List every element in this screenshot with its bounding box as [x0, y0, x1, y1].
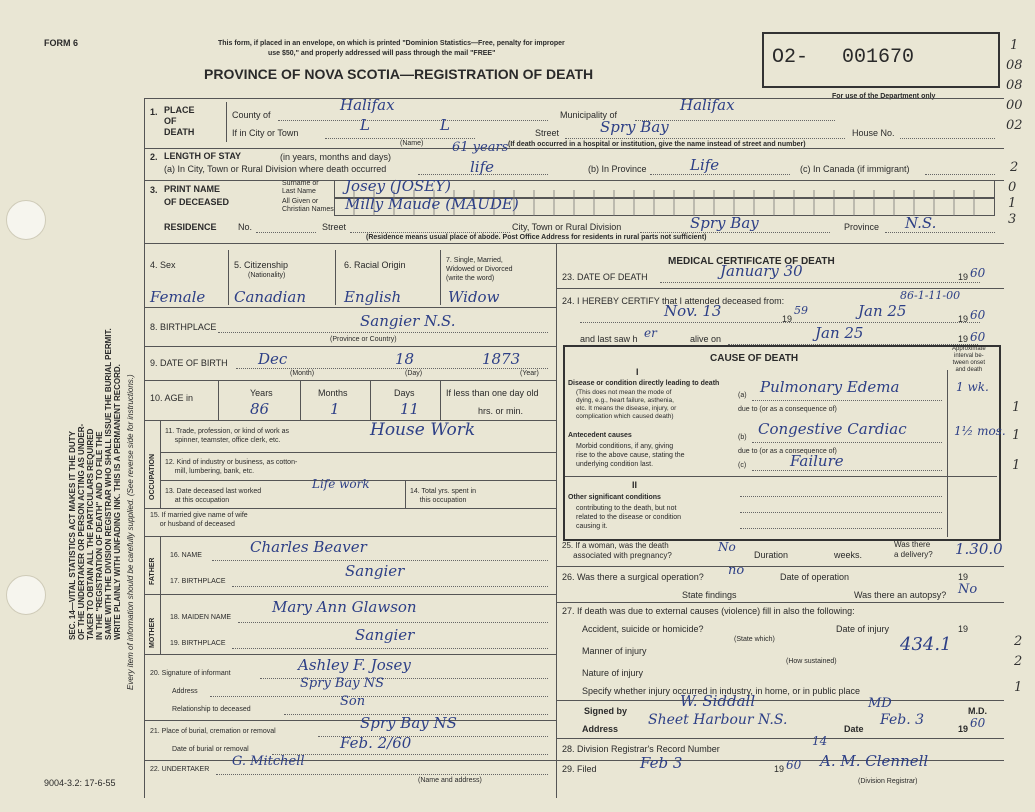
- label-duration: Duration: [754, 550, 789, 560]
- label-med-cert: MEDICAL CERTIFICATE OF DEATH: [668, 256, 835, 267]
- label-stay-a: (a) In City, Town or Rural Division where death occurred: [164, 164, 387, 174]
- value-attended-to: Jan 25: [858, 302, 907, 320]
- value-dob-month: Dec: [258, 350, 288, 368]
- value-record-no: 14: [812, 734, 828, 748]
- form-number: FORM 6: [44, 38, 79, 48]
- sidebar-line: SAME WITH THE DIVISION REGISTRAR WHO SHALL ISSUE THE BURIAL PERMIT.: [104, 328, 113, 640]
- margin-number: 02: [1006, 118, 1023, 133]
- value-age-days: 11: [400, 400, 420, 418]
- label-s15: 15. If married give name of wife or husband of deceased: [150, 512, 248, 528]
- label-nature: Nature of injury: [582, 668, 644, 678]
- label-s24: 24. I HEREBY CERTIFY that I attended deceased from:: [562, 296, 785, 306]
- label-op-yr: 19: [958, 572, 969, 582]
- value-age-years: 86: [250, 400, 270, 418]
- value-signed: W. Siddall: [680, 692, 756, 710]
- value-given-names: Milly Maude (MAUDE): [345, 195, 519, 213]
- value-death-date: January 30: [720, 262, 803, 280]
- label-s16: 16. NAME: [170, 552, 202, 559]
- label-stay-c: (c) In Canada (if immigrant): [800, 164, 910, 174]
- value-res-city: Spry Bay: [690, 214, 759, 232]
- label-municipality: Municipality of: [560, 110, 618, 120]
- reg-number: 001670: [842, 46, 915, 69]
- label-date-op: Date of operation: [780, 572, 850, 582]
- hospital-note: (If death occurred in a hospital or institution, give the name instead of street and number): [508, 141, 806, 148]
- value-interval-b: 1½ mos.: [954, 424, 1006, 438]
- label-s14: 14. Total yrs. spent in this occupation: [410, 488, 477, 504]
- label-div-reg: (Division Registrar): [858, 778, 918, 785]
- label-autopsy: Was there an autopsy?: [854, 590, 947, 600]
- label-s19: 19. BIRTHPLACE: [170, 640, 226, 647]
- label-last-saw: and last saw h: [580, 334, 638, 344]
- value-racial: English: [344, 288, 402, 306]
- label-s22: 22. UNDERTAKER: [150, 766, 210, 773]
- margin-number: 3: [1008, 212, 1017, 227]
- value-surgery: no: [728, 563, 745, 578]
- value-informant: Ashley F. Josey: [298, 656, 411, 674]
- label-manner: Manner of injury: [582, 646, 647, 656]
- label-due-to-2: due to (or as a consequence of): [738, 448, 837, 455]
- label-s23: 23. DATE OF DEATH: [562, 272, 648, 282]
- value-res-province: N.S.: [905, 214, 937, 232]
- label-date-injury: Date of injury: [836, 624, 890, 634]
- value-registrar: A. M. Clennell: [820, 752, 929, 770]
- label-s3: 3.: [150, 185, 158, 195]
- label-years: Years: [250, 388, 273, 398]
- value-mother-name: Mary Ann Glawson: [272, 598, 417, 616]
- value-stay-a2: life: [470, 158, 495, 176]
- label-due-to-1: due to (or as a consequence of): [738, 406, 837, 413]
- label-hrs-min: hrs. or min.: [478, 406, 524, 416]
- label-from-yr: 19: [782, 314, 793, 324]
- label-s11: 11. Trade, profession, or kind of work as spinner, teamster, office clerk, etc.: [165, 428, 289, 444]
- label-street: Street: [535, 128, 560, 138]
- value-sex: Female: [150, 288, 206, 306]
- registration-number-box: [762, 32, 1000, 88]
- label-cause-of-death: CAUSE OF DEATH: [710, 353, 799, 364]
- notice-line-2: use $50," and properly addressed will pass through the mail "FREE": [268, 50, 496, 57]
- label-to-yr: 19: [958, 314, 969, 324]
- value-filed: Feb 3: [640, 754, 683, 772]
- label-other-note: contributing to the death, but not related to the disease or condition causing it.: [576, 505, 682, 530]
- value-undertaker: G. Mitchell: [232, 754, 305, 769]
- value-cert-code: 86-1-11-00: [900, 289, 961, 302]
- value-burial-place: Spry Bay NS: [360, 714, 457, 732]
- dept-use-note: For use of the Department only: [832, 93, 936, 100]
- label-md: M.D.: [968, 706, 987, 716]
- value-stay-b: Life: [690, 156, 720, 174]
- value-birthplace: Sangier N.S.: [360, 312, 456, 330]
- margin-number: 0: [1008, 180, 1017, 195]
- value-occupation: House Work: [370, 420, 476, 440]
- value-death-year: 60: [970, 266, 986, 280]
- label-s5: 5. Citizenship: [234, 260, 289, 270]
- label-prov-country: (Province or Country): [330, 336, 397, 343]
- label-antecedent-note: Morbid conditions, if any, giving rise to the above cause, stating the underlying condition last.: [576, 443, 685, 468]
- margin-number: 2: [1014, 654, 1023, 669]
- label-given: All Given or Christian Names: [282, 198, 334, 213]
- label-weeks: weeks.: [834, 550, 863, 560]
- value-father-birthplace: Sangier: [345, 562, 405, 580]
- value-doc-date: Feb. 3: [880, 712, 925, 728]
- label-other-sig: Other significant conditions: [568, 494, 661, 501]
- label-approx-interval: Approximate interval be- tween onset and death: [952, 346, 986, 373]
- value-delivery: 1.30.0: [955, 540, 1003, 558]
- label-s25: 25. If a woman, was the death associated with pregnancy?: [562, 541, 672, 560]
- label-if-city: If in City or Town: [232, 128, 299, 138]
- label-s13: 13. Date deceased last worked at this occupation: [165, 488, 262, 504]
- label-res-city: City, Town or Rural Division: [512, 222, 622, 232]
- label-s29: 29. Filed: [562, 764, 597, 774]
- sidebar-line: WRITE PLAINLY WITH UNFADING INK. THIS IS A PERMANENT RECORD.: [113, 364, 122, 640]
- label-injury-yr: 19: [958, 624, 969, 634]
- label-residence: RESIDENCE: [164, 222, 217, 232]
- label-address: Address: [172, 688, 198, 695]
- label-s6: 6. Racial Origin: [344, 260, 406, 270]
- value-interval-a: 1 wk.: [956, 380, 989, 394]
- label-print-name: PRINT NAME OF DECEASED: [164, 184, 230, 207]
- value-pregnancy: No: [718, 540, 736, 554]
- value-alive-yr: 60: [970, 330, 986, 344]
- label-s28: 28. Division Registrar's Record Number: [562, 744, 720, 754]
- label-days: Days: [394, 388, 415, 398]
- label-relationship: Relationship to deceased: [172, 706, 251, 713]
- label-state-which: (State which): [734, 636, 775, 643]
- label-specify: Specify whether injury occurred in industry, in home, or in public place: [582, 686, 860, 696]
- value-street: Spry Bay: [600, 118, 669, 136]
- sidebar-line: IN THE "REGISTRATION OF DEATH" AND TO FILE THE: [95, 431, 104, 640]
- label-stay-years: (in years, months and days): [280, 152, 392, 162]
- value-attended-from: Nov. 13: [664, 302, 722, 320]
- label-month: (Month): [290, 370, 315, 377]
- label-surname: Surname or Last Name: [282, 180, 319, 195]
- label-place-of-death: PLACE OF DEATH: [164, 105, 195, 137]
- label-res-no: No.: [238, 222, 253, 232]
- form-title: PROVINCE OF NOVA SCOTIA—REGISTRATION OF DEATH: [204, 66, 594, 82]
- value-attended-to-yr: 60: [970, 308, 986, 322]
- death-registration-form: SEC. 14—VITAL STATISTICS ACT MAKES IT THE DUTY OF THE UNDERTAKER OR PERSON ACTING AS UNDER- TAKER TO OBTAIN ALL THE PARTICULARS REQUIRED IN THE "REGISTRATION OF DEATH" AND TO FILE THE SAME WITH THE DIVISION REGISTRAR WHO SHALL ISSUE THE BURIAL PERMIT. WRITE PLAINLY WITH UNFADING INK. THIS IS A PERMANENT RECORD. Every item of information should be carefully supplied. (See reverse side for instructions.) FORM 6 This form, if placed in an envelope, on which is printed "Dominion Statistics—Free, penalty for improper use $50," and properly addressed will pass through the mail "FREE" PROVINCE OF NOVA SCOTIA—REGISTRATION OF DEATH O2- 001670 For use of the Department only 1. PLACE OF DEATH County of Halifax Municipality of Halifax If in City or Town L L (Name) Street Spry Bay House No. (If death occurred in a hospital or institution, give the name instead of street and number) 2. LENGTH OF STAY (in years, months and days) 61 years (a) In City, Town or Rural Division where death occurred life (b) In Province Life (c) In Canada (if immigrant) 3. PRINT NAME OF DECEASED Surname or Last Name All Given or Christian Names Josey (JOSEY) Milly Maude (MAUDE) RESIDENCE No. Street City, Town or Rural Division Spry Bay Province N.S. (Residence means usual place of abode. Post Office Address for residents in rural parts not sufficient) 4. Sex 5. Citizenship (Nationality) 6. Racial Origin 7. Single, Married, Widowed or Divorced (write the word) Female Canadian English Widow 8. BIRTHPLACE Sangier N.S. (Province or Country) 9. DATE OF BIRTH Dec 18 1873 (Month) (Day) (Year) 10. AGE in Years Months Days If less than one day old hrs. or min. 86 1 11 OCCUPATION 11. Trade, profession, or kind of work as spinner, teamster, office clerk, etc. House Work 12. Kind of industry or business, as cotton- mill, lumbering, bank, etc. 13. Date deceased last worked at this occupation Life work 14. Total yrs. spent in this occupation 15. If married give name of wife or husband of deceased FATHER 16. NAME Charles Beaver 17. BIRTHPLACE Sangier MOTHER 18. MAIDEN NAME Mary Ann Glawson 19. BIRTHPLACE Sangier 20. Signature of informant Ashley F. Josey Address Spry Bay NS Relationship to deceased Son 21. Place of burial, cremation or removal Spry Bay NS Date of burial or removal Feb. 2/60 22. UNDERTAKER G. Mitchell (Name and address) 9004-3.2: 17-6-55 MEDICAL CERTIFICATE OF DEATH 23. DATE OF DEATH January 30 19 60 24. I HEREBY CERTIFY that I attended deceased from: 86-1-11-00 Nov. 13 19 59 Jan 25 19 60 and last saw h er alive on Jan 25 19 60 CAUSE OF DEATH Approximate interval be- tween onset and death I Disease or condition directly leading to death (This does not mean the mode of dying, e.g., heart failure, asthenia, etc. It means the disease, injury, or complication which caused death) (a) Pulmonary Edema 1 wk. due to (or as a consequence of) Antecedent causes Morbid conditions, if any, giving rise to the above cause, stating the underlying condition last. (b) Congestive Cardiac 1½ mos. due to (or as a consequence of) (c) Failure II Other significant conditions contributing to the death, but not related to the disease or condition causing it. 25. If a woman, was the death associated with pregnancy? No Duration weeks. Was there a delivery? 1.30.0 26. Was there a surgical operation? no Date of operation 19 State findings Was there an autopsy? No 27. If death was due to external causes (violence) fill in also the following: Accident, suicide or homicide? (State which) Date of injury 19 Manner of injury 434.1 (How sustained) Nature of injury Specify whether injury occurred in industry, in home, or in public place Signed by W. Siddall MD M.D. Address Sheet Harbour N.S. Date Feb. 3 19 60 28. Division Registrar's Record Number 14 29. Filed Feb 3 19 60 A. M. Clennell (Division Registrar) 1 08 08 00 02 2 0 1 3 1 1 1 2 2 1: [0, 0, 1035, 812]
- label-s27: 27. If death was due to external causes (violence) fill in also the following:: [562, 606, 855, 616]
- label-s26: 26. Was there a surgical operation?: [562, 572, 704, 582]
- value-surname: Josey (JOSEY): [345, 177, 452, 195]
- value-burial-date: Feb. 2/60: [340, 734, 412, 752]
- label-s4: 4. Sex: [150, 260, 176, 270]
- value-injury-code: 434.1: [900, 634, 952, 655]
- label-s8: 8. BIRTHPLACE: [150, 322, 217, 332]
- notice-line-1: This form, if placed in an envelope, on which is printed "Dominion Statistics—Free, penalty for improper: [218, 40, 565, 47]
- label-signed-by: Signed by: [584, 706, 628, 716]
- label-s21: 21. Place of burial, cremation or removal: [150, 728, 276, 735]
- margin-number: 08: [1006, 78, 1023, 93]
- label-doc-date: Date: [844, 724, 864, 734]
- value-last-worked: Life work: [312, 477, 370, 491]
- label-months: Months: [318, 388, 348, 398]
- label-s17: 17. BIRTHPLACE: [170, 578, 226, 585]
- label-disease-note: (This does not mean the mode of dying, e.g., heart failure, asthenia, etc. It means the disease, injury, or complication which caused death): [576, 389, 677, 420]
- value-doc-year: 60: [970, 716, 986, 730]
- margin-number: 1: [1012, 400, 1021, 415]
- value-relationship: Son: [340, 694, 366, 709]
- value-cause-a: Pulmonary Edema: [760, 378, 900, 396]
- label-s12: 12. Kind of industry or business, as cotton- mill, lumbering, bank, etc.: [165, 459, 298, 475]
- margin-number: 08: [1006, 58, 1023, 73]
- value-marital: Widow: [448, 288, 500, 306]
- label-house-no: House No.: [852, 128, 895, 138]
- value-age-months: 1: [330, 400, 340, 418]
- label-day: (Day): [405, 370, 423, 377]
- label-s7: 7. Single, Married, Widowed or Divorced (write the word): [446, 257, 513, 282]
- value-attended-from-yr: 59: [794, 304, 808, 317]
- value-doc-address: Sheet Harbour N.S.: [648, 712, 788, 728]
- label-length-of-stay: LENGTH OF STAY: [164, 151, 242, 161]
- label-res-street: Street: [322, 222, 347, 232]
- margin-number: 1: [1012, 458, 1021, 473]
- residence-note: (Residence means usual place of abode. Post Office Address for residents in rural parts not sufficient): [366, 234, 707, 241]
- label-disease-leading: Disease or condition directly leading to death: [568, 380, 720, 387]
- label-s18: 18. MAIDEN NAME: [170, 614, 232, 621]
- label-occupation: OCCUPATION: [149, 453, 156, 500]
- margin-number: 2: [1014, 634, 1023, 649]
- label-father: FATHER: [149, 557, 156, 585]
- sidebar-line: SEC. 14—VITAL STATISTICS ACT MAKES IT THE DUTY: [68, 431, 77, 640]
- margin-number: 2: [1010, 160, 1019, 175]
- label-county: County of: [232, 110, 271, 120]
- label-filed-yr: 19: [774, 764, 785, 774]
- value-mother-birthplace: Sangier: [355, 626, 415, 644]
- value-cause-c: Failure: [790, 452, 844, 470]
- footer-code: 9004-3.2: 17-6-55: [44, 778, 116, 788]
- label-s2: 2.: [150, 152, 158, 162]
- label-alive-yr: 19: [958, 334, 969, 344]
- label-death-yr: 19: [958, 272, 969, 282]
- label-s9: 9. DATE OF BIRTH: [150, 358, 228, 368]
- value-alive-date: Jan 25: [815, 324, 864, 342]
- label-accident: Accident, suicide or homicide?: [582, 624, 704, 634]
- label-date-burial: Date of burial or removal: [172, 746, 249, 753]
- value-filed-year: 60: [786, 758, 802, 772]
- sidebar-line: OF THE UNDERTAKER OR PERSON ACTING AS UNDER-: [77, 423, 86, 640]
- sidebar-line: TAKER TO OBTAIN ALL THE PARTICULARS REQUIRED: [86, 428, 95, 640]
- value-dob-year: 1873: [482, 350, 521, 368]
- label-name-address: (Name and address): [418, 777, 482, 784]
- sidebar-instructions: [68, 120, 122, 640]
- margin-number: 00: [1006, 98, 1023, 113]
- margin-number: 1: [1008, 196, 1017, 211]
- value-father-name: Charles Beaver: [250, 538, 367, 556]
- label-name-small: (Name): [400, 140, 424, 147]
- label-res-province: Province: [844, 222, 880, 232]
- margin-number: 1: [1010, 38, 1019, 53]
- value-last-saw-h: er: [644, 326, 657, 340]
- value-dob-day: 18: [395, 350, 415, 368]
- label-year: (Year): [520, 370, 539, 377]
- value-city-town-2: L: [440, 116, 450, 134]
- label-nationality: (Nationality): [248, 272, 286, 279]
- label-less-day: If less than one day old: [446, 388, 539, 398]
- value-signed-md: MD: [868, 696, 892, 711]
- label-stay-b: (b) In Province: [588, 164, 647, 174]
- value-informant-address: Spry Bay NS: [300, 676, 384, 691]
- value-city-town: L: [360, 116, 370, 134]
- value-cause-b: Congestive Cardiac: [758, 420, 907, 438]
- label-s1: 1.: [150, 107, 158, 117]
- label-s10: 10. AGE in: [150, 393, 194, 403]
- label-doc-yr: 19: [958, 724, 969, 734]
- label-roman-1: I: [636, 367, 639, 377]
- label-alive-on: alive on: [690, 334, 722, 344]
- label-how-sustained: (How sustained): [786, 658, 837, 665]
- label-doc-address: Address: [582, 724, 619, 734]
- margin-number: 1: [1014, 680, 1023, 695]
- value-citizenship: Canadian: [234, 288, 307, 306]
- margin-number: 1: [1012, 428, 1021, 443]
- label-was-delivery: Was there a delivery?: [894, 540, 933, 559]
- reg-prefix: O2-: [772, 46, 809, 69]
- label-state-findings: State findings: [682, 590, 737, 600]
- punch-hole-bottom: [6, 575, 46, 615]
- label-s20: 20. Signature of informant: [150, 670, 231, 677]
- label-mother: MOTHER: [149, 617, 156, 648]
- sidebar-note: Every item of information should be carefully supplied. (See reverse side for instructions.): [126, 374, 135, 690]
- label-roman-2: II: [632, 480, 638, 490]
- punch-hole-top: [6, 200, 46, 240]
- value-autopsy: No: [958, 582, 978, 597]
- value-municipality: Halifax: [680, 96, 735, 114]
- value-county: Halifax: [340, 96, 395, 114]
- label-antecedent: Antecedent causes: [568, 432, 632, 439]
- value-stay-a: 61 years: [452, 140, 509, 155]
